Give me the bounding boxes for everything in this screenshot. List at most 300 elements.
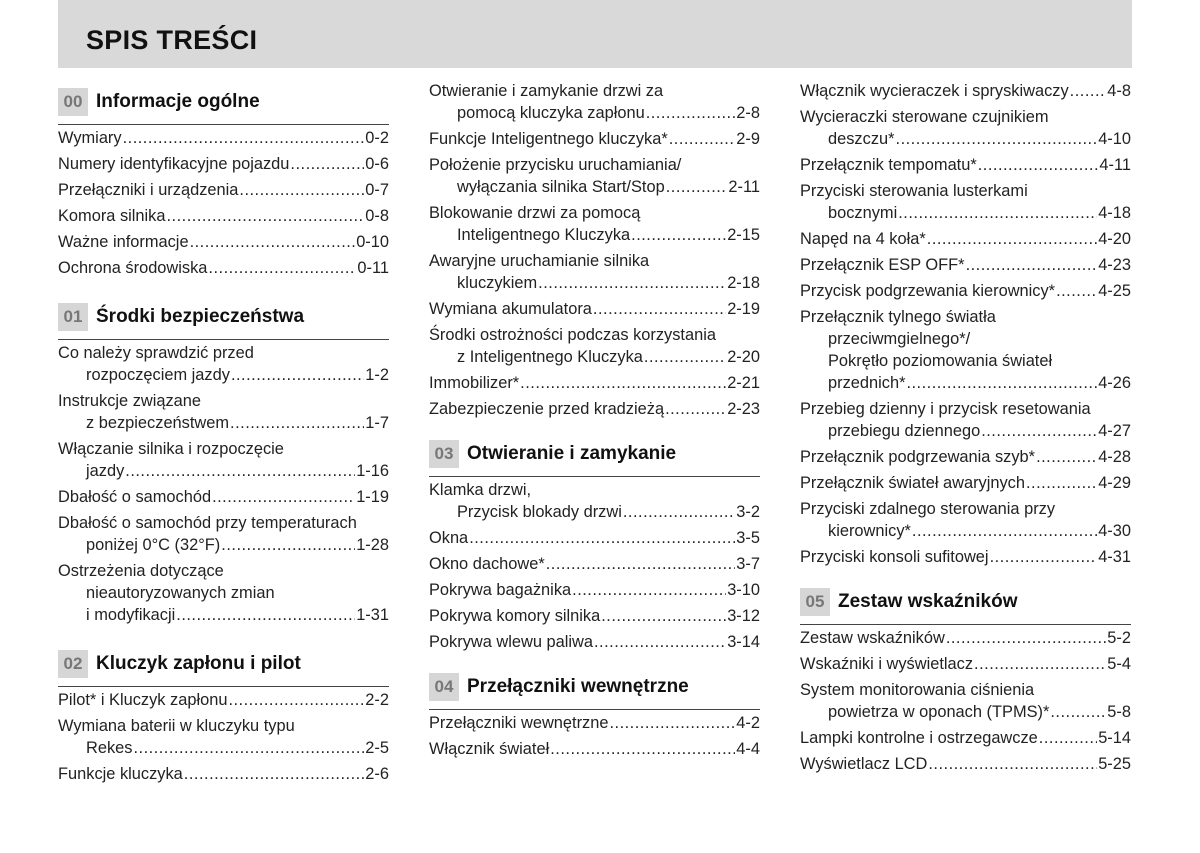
section-number: 05 [800,588,830,616]
toc-entry[interactable] [58,127,389,149]
toc-entry[interactable] [800,154,1131,176]
toc-entry-line [800,653,1131,675]
toc-entry[interactable] [429,324,760,368]
toc-entries [58,686,389,785]
section-title: Zestaw wskaźników [838,591,1018,612]
page-number: 1-19 [356,488,389,506]
section-number: 02 [58,650,88,678]
toc-entry[interactable] [58,689,389,711]
toc-entries [58,124,389,279]
toc-entry-line [800,228,1131,250]
page-number: 1-7 [365,414,389,432]
dot-leader [184,763,365,785]
entry-text: Ostrzeżenia dotyczące [58,562,224,580]
page-number: 3-14 [727,633,760,651]
toc-section [429,673,760,760]
page-number: 1-31 [356,606,389,624]
entry-text: Przycisk blokady drzwi [457,503,622,521]
toc-entry[interactable] [429,553,760,575]
entry-text: Funkcje kluczyka [58,765,183,783]
entry-text: jazdy [86,462,125,480]
entry-text: z Inteligentnego Kluczyka [457,348,643,366]
toc-entry-line [58,390,389,412]
page-number: 5-25 [1098,755,1131,773]
toc-entry-line [800,446,1131,468]
toc-entry-line [58,231,389,253]
entry-text: Przełączniki wewnętrzne [429,714,609,732]
toc-entry-line [58,153,389,175]
dot-leader [520,372,726,394]
dot-leader [176,604,355,626]
page-number: 2-8 [736,104,760,122]
toc-entry-line [800,128,1131,150]
dot-leader [978,154,1099,176]
toc-entry-line [58,763,389,785]
toc-entry-line [58,205,389,227]
toc-entry[interactable] [58,512,389,556]
dot-leader [1070,80,1107,102]
toc-entry[interactable] [800,653,1131,675]
toc-entry-line [58,512,389,534]
dot-leader [469,527,735,549]
dot-leader [208,257,356,279]
page-number: 2-5 [365,739,389,757]
dot-leader [1056,280,1097,302]
toc-entry[interactable] [429,712,760,734]
dot-leader [623,501,735,523]
dot-leader [906,372,1097,394]
section-title: Otwieranie i zamykanie [467,443,677,464]
page-number: 0-6 [365,155,389,173]
dot-leader [228,689,364,711]
entry-text: Przełącznik ESP OFF* [800,256,965,274]
dot-leader [594,631,726,653]
page-number: 4-31 [1098,548,1131,566]
entry-text: System monitorowania ciśnienia [800,681,1035,699]
dot-leader [966,254,1098,276]
entry-text: pomocą kluczyka zapłonu [457,104,645,122]
page-number: 4-11 [1099,156,1131,174]
toc-entry[interactable] [429,738,760,760]
toc-entry-line [800,679,1131,701]
dot-leader [669,128,736,150]
toc-section [58,303,389,626]
dot-leader [212,486,355,508]
page-number: 5-8 [1107,703,1131,721]
dot-leader [167,205,365,227]
toc-entry[interactable] [429,202,760,246]
entry-text: Okno dachowe* [429,555,545,573]
toc-entry[interactable] [800,254,1131,276]
dot-leader [666,176,728,198]
dot-leader [230,412,364,434]
entry-text: Pokrętło poziomowania świateł [828,352,1053,370]
dot-leader [190,231,356,253]
toc-entry[interactable] [800,180,1131,224]
toc-entry-line [58,534,389,556]
page-number: 2-2 [365,691,389,709]
toc-entry-line [58,342,389,364]
entry-text: Dbałość o samochód [58,488,212,506]
entry-text: Awaryjne uruchamianie silnika [429,252,650,270]
page-number: 4-20 [1098,230,1131,248]
toc-section [800,80,1131,568]
dot-leader [601,605,726,627]
toc-entry-line [429,346,760,368]
toc-entry-line [800,350,1131,372]
toc-entry-line [58,560,389,582]
toc-entry-line [429,102,760,124]
toc-entry-line [800,472,1131,494]
entry-text: Włącznik świateł [429,740,550,758]
entry-text: Funkcje Inteligentnego kluczyka* [429,130,668,148]
entry-text: Zestaw wskaźników [800,629,945,647]
toc-entry-line [429,738,760,760]
page-number: 2-15 [727,226,760,244]
entry-text: z bezpieczeństwem [86,414,230,432]
entry-text: Przełącznik podgrzewania szyb* [800,448,1036,466]
entry-text: Włącznik wycieraczek i spryskiwaczy [800,82,1069,100]
toc-entry[interactable] [58,231,389,253]
dot-leader [546,553,736,575]
section-title: Środki bezpieczeństwa [96,306,305,327]
entry-text: Wymiana akumulatora [429,300,592,318]
entry-text: Wymiana baterii w kluczyku typu [58,717,295,735]
toc-entry-line [58,737,389,759]
toc-entry[interactable] [429,398,760,420]
entry-text: Co należy sprawdzić przed [58,344,254,362]
entry-text: Instrukcje związane [58,392,202,410]
toc-entry-line [429,372,760,394]
toc-section [58,88,389,279]
toc-section [429,80,760,420]
entry-text: Ważne informacje [58,233,189,251]
toc-entry-line [800,180,1131,202]
page-number: 4-4 [736,740,760,758]
toc-entry-line [429,553,760,575]
entry-text: Pokrywa komory silnika [429,607,601,625]
entry-text: Włączanie silnika i rozpoczęcie [58,440,284,458]
toc-entries [800,80,1131,568]
toc-entry[interactable] [800,679,1131,723]
section-number: 03 [429,440,459,468]
entry-text: Przełącznik tempomatu* [800,156,977,174]
entry-text: bocznymi [828,204,898,222]
toc-entry-line [429,128,760,150]
toc-entry-line [800,727,1131,749]
toc-entry-line [800,106,1131,128]
section-number: 01 [58,303,88,331]
dot-leader [1050,701,1106,723]
entry-text: Otwieranie i zamykanie drzwi za [429,82,664,100]
entry-text: Przełączniki i urządzenia [58,181,239,199]
toc-entry[interactable] [429,527,760,549]
dot-leader [631,224,726,246]
toc-entry[interactable] [800,753,1131,775]
entry-text: Inteligentnego Kluczyka [457,226,631,244]
dot-leader [239,179,364,201]
entry-text: przebiegu dziennego [828,422,981,440]
toc-entry-line [800,254,1131,276]
entry-text: Blokowanie drzwi za pomocą [429,204,641,222]
toc-entry-line [58,689,389,711]
toc-entry-line [58,460,389,482]
toc-entry[interactable] [58,486,389,508]
entry-text: Immobilizer* [429,374,520,392]
toc-entry[interactable] [800,398,1131,442]
toc-entry-line [800,154,1131,176]
entry-text: Pokrywa bagażnika [429,581,572,599]
page-number: 3-5 [736,529,760,547]
dot-leader [1039,727,1097,749]
dot-leader [538,272,726,294]
toc-entry[interactable] [58,179,389,201]
section-heading [800,588,1131,616]
toc-entry[interactable] [58,438,389,482]
page-number: 2-6 [365,765,389,783]
dot-leader [646,102,736,124]
dot-leader [1036,446,1097,468]
toc-entry[interactable] [429,128,760,150]
toc-entry[interactable] [429,479,760,523]
toc-entry-line [58,179,389,201]
toc-entry-line [429,250,760,272]
toc-entry[interactable] [429,605,760,627]
section-title: Informacje ogólne [96,91,260,112]
section-heading [58,303,389,331]
entry-text: Lampki kontrolne i ostrzegawcze [800,729,1038,747]
page-number: 2-21 [727,374,760,392]
toc-entry[interactable] [800,498,1131,542]
toc-entry[interactable] [429,372,760,394]
dot-leader [572,579,726,601]
page-number: 1-28 [356,536,389,554]
toc-entry-line [429,479,760,501]
page-number: 0-2 [365,129,389,147]
page-number: 0-7 [365,181,389,199]
entry-text: Wycieraczki sterowane czujnikiem [800,108,1049,126]
page-number: 4-25 [1098,282,1131,300]
page-number: 4-29 [1098,474,1131,492]
toc-entry-line [800,306,1131,328]
toc-entry-line [429,324,760,346]
dot-leader [221,534,355,556]
dot-leader [125,460,355,482]
entry-text: Przełącznik świateł awaryjnych [800,474,1025,492]
entry-text: Numery identyfikacyjne pojazdu [58,155,290,173]
toc-entry-line [429,154,760,176]
dot-leader [231,364,364,386]
toc-entry-line [429,712,760,734]
toc-entry-line [800,701,1131,723]
toc-entry[interactable] [429,631,760,653]
toc-entry[interactable] [58,715,389,759]
entry-text: Przyciski konsoli sufitowej [800,548,989,566]
page-number: 2-18 [727,274,760,292]
toc-entry-line [429,631,760,653]
toc-entry-line [800,80,1131,102]
entry-text: Przycisk podgrzewania kierownicy* [800,282,1056,300]
dot-leader [644,346,726,368]
toc-entry[interactable] [58,390,389,434]
section-title: Przełączniki wewnętrzne [467,676,689,697]
toc-entry[interactable] [800,446,1131,468]
dot-leader [665,398,726,420]
entry-text: Klamka drzwi, [429,481,532,499]
toc-entry[interactable] [58,342,389,386]
page-number: 4-27 [1098,422,1131,440]
toc-entry-line [800,546,1131,568]
page-number: 5-14 [1098,729,1131,747]
page-number: 3-10 [727,581,760,599]
entry-text: i modyfikacji [86,606,176,624]
toc-entry-line [429,202,760,224]
page-number: 4-10 [1098,130,1131,148]
entry-text: przednich* [828,374,906,392]
toc-entry[interactable] [800,627,1131,649]
entry-text: deszczu* [828,130,895,148]
toc-entry-line [58,412,389,434]
dot-leader [123,127,365,149]
toc-entry-line [800,753,1131,775]
toc-entry-line [800,420,1131,442]
toc-entry[interactable] [58,560,389,626]
dot-leader [898,202,1097,224]
entry-text: wyłączania silnika Start/Stop [457,178,665,196]
page-number: 2-11 [728,178,760,196]
toc-entry[interactable] [800,546,1131,568]
toc-entry[interactable] [429,579,760,601]
page-number: 4-23 [1098,256,1131,274]
entry-text: Wskaźniki i wyświetlacz [800,655,974,673]
toc-entry[interactable] [800,306,1131,394]
page-number: 5-2 [1107,629,1131,647]
dot-leader [912,520,1097,542]
entry-text: Napęd na 4 koła* [800,230,926,248]
toc-entries [58,339,389,626]
page-header [58,0,1132,68]
page-number: 1-2 [365,366,389,384]
page-number: 5-4 [1107,655,1131,673]
toc-entry[interactable] [58,205,389,227]
toc-entry[interactable] [58,153,389,175]
entry-text: nieautoryzowanych zmian [86,584,275,602]
page-number: 4-18 [1098,204,1131,222]
toc-entry-line [58,364,389,386]
toc-entry-line [58,604,389,626]
entry-text: Okna [429,529,469,547]
toc-entry[interactable] [429,250,760,294]
page-number: 4-26 [1098,374,1131,392]
page-number: 3-7 [736,555,760,573]
toc-entry-line [429,272,760,294]
toc-entry[interactable] [800,280,1131,302]
entry-text: Środki ostrożności podczas korzystania [429,326,716,344]
toc-entry[interactable] [800,80,1131,102]
dot-leader [981,420,1097,442]
toc-entry-line [800,498,1131,520]
page-number: 3-12 [727,607,760,625]
entry-text: kluczykiem [457,274,538,292]
page-number: 2-20 [727,348,760,366]
page-number: 0-8 [365,207,389,225]
entry-text: przeciwmgielnego*/ [828,330,971,348]
toc-section [429,440,760,653]
toc-entry-line [800,202,1131,224]
dot-leader [974,653,1106,675]
toc-entry-line [800,398,1131,420]
toc-entry[interactable] [800,228,1131,250]
toc-entry[interactable] [800,472,1131,494]
entry-text: Przełącznik tylnego światła [800,308,996,326]
toc-entry-line [800,280,1131,302]
entry-text: Pokrywa wlewu paliwa [429,633,593,651]
dot-leader [946,627,1106,649]
page-number: 4-8 [1107,82,1131,100]
toc-entry-line [800,372,1131,394]
entry-text: Rekes [86,739,133,757]
toc-column-2 [429,80,760,764]
toc-entry-line [429,298,760,320]
section-title: Kluczyk zapłonu i pilot [96,653,301,674]
section-heading [429,673,760,701]
toc-entry-line [58,715,389,737]
entry-text: Wyświetlacz LCD [800,755,928,773]
toc-entry-line [800,328,1131,350]
toc-entry-line [429,224,760,246]
section-heading [429,440,760,468]
dot-leader [990,546,1098,568]
toc-entry-line [429,605,760,627]
dot-leader [1026,472,1097,494]
toc-entry-line [58,486,389,508]
toc-entries [429,476,760,653]
toc-column-1 [58,80,389,789]
toc-entry-line [58,257,389,279]
toc-entry-line [58,127,389,149]
page-number: 4-30 [1098,522,1131,540]
page-number: 3-2 [736,503,760,521]
entry-text: rozpoczęciem jazdy [86,366,230,384]
dot-leader [550,738,735,760]
dot-leader [133,737,364,759]
dot-leader [927,228,1097,250]
entry-text: Wymiary [58,129,122,147]
toc-entry[interactable] [429,298,760,320]
toc-entry-line [429,501,760,523]
toc-entry-line [429,527,760,549]
toc-entry-line [429,398,760,420]
toc-entry-line [58,438,389,460]
toc-entry-line [429,80,760,102]
toc-entry[interactable] [800,727,1131,749]
page-number: 2-9 [736,130,760,148]
entry-text: Przyciski sterowania lusterkami [800,182,1028,200]
toc-entry[interactable] [800,106,1131,150]
entry-text: Pilot* i Kluczyk zapłonu [58,691,228,709]
entry-text: powietrza w oponach (TPMS)* [828,703,1050,721]
toc-entry[interactable] [429,154,760,198]
toc-entry[interactable] [58,763,389,785]
entry-text: Komora silnika [58,207,166,225]
toc-entry[interactable] [429,80,760,124]
toc-entry[interactable] [58,257,389,279]
section-heading [58,650,389,678]
entry-text: kierownicy* [828,522,911,540]
page-title: SPIS TREŚCI [86,25,258,55]
toc-section [800,588,1131,775]
toc-column-3 [800,80,1131,779]
